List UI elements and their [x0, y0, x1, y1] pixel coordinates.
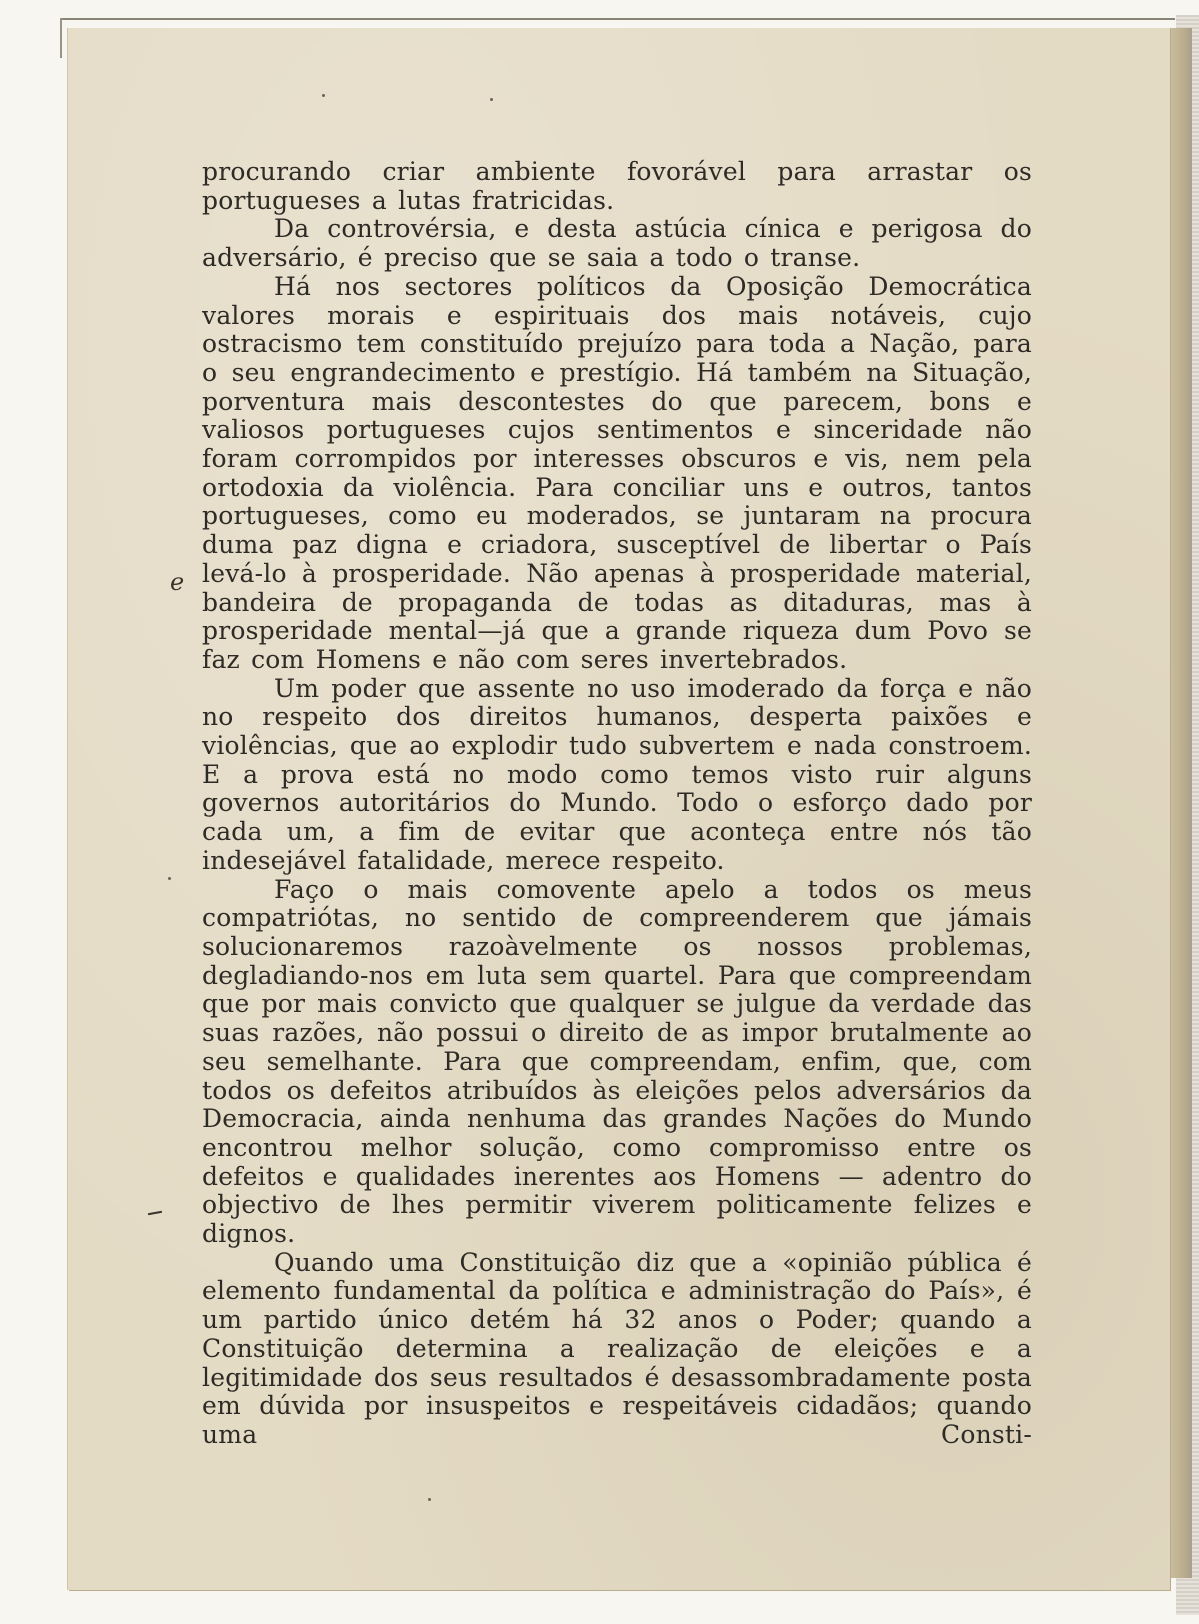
paragraph-6: Quando uma Constituição diz que a «opinião pública é elemento fundamental da política e administração do País», é um partido único detém há 32 anos o Poder; quando a Constituição determina a realização de eleições e a legitimidade dos seus resultados é desassombradamente posta em dúvida por insuspeitos e respeitáveis cidadãos; quando uma Consti- — [202, 1247, 1032, 1449]
handwritten-margin-mark: e — [170, 568, 185, 596]
paragraph-1: procurando criar ambiente fovorável para arrastar os portugueses a lutas fratricidas. — [202, 157, 1032, 215]
paper-speck — [490, 98, 493, 101]
page-corner-line — [60, 18, 62, 58]
paragraph-3: Há nos sectores políticos da Oposição Democrática valores morais e espirituais dos mais notáveis, cujo ostracismo tem constituído prejuízo para toda a Nação, para o seu engrandecimento e prestígio. Há também na Situação, porventura mais descontestes do que parecem, bons e valiosos portugueses cujos sentimentos e sinceridade não foram corrompidos por interesses obscuros e vis, nem pela ortodoxia da violência. Para conciliar uns e outros, tantos portugueses, como eu moderados, se juntaram na procura duma paz digna e criadora, susceptível de libertar o País levá-lo à prosperidade. Não apenas à prosperidade material, bandeira de propaganda de todas as ditaduras, mas à prosperidade mental—já que a grande riqueza dum Povo se faz com Homens e não com seres invertebrados. — [202, 271, 1032, 674]
paper-speck — [322, 94, 325, 97]
paragraph-2: Da controvérsia, e desta astúcia cínica e perigosa do adversário, é preciso que se saia a todo o transe. — [202, 214, 1032, 273]
paper-speck — [428, 1498, 431, 1501]
page-edge-line — [60, 18, 1175, 20]
paper-speck — [168, 877, 171, 880]
paragraph-5: Faço o mais comovente apelo a todos os meus compatriótas, no sentido de compreenderem que jámais solucionaremos razoàvelmente os nossos problemas, degladiando-nos em luta sem quartel. Para que compreendam que por mais convicto que qualquer se julgue da verdade das suas razões, não possui o direito de as impor brutalmente ao seu semelhante. Para que compreendam, enfim, que, com todos os defeitos atribuídos às eleições pelos adversários da Democracia, ainda nenhuma das grandes Nações do Mundo encontrou melhor solução, como compromisso entre os defeitos e qualidades inerentes aos Homens — adentro do objectivo de lhes permitir viverem politicamente felizes e dignos. — [202, 874, 1032, 1249]
body-text — [202, 158, 1032, 1450]
paragraph-4: Um poder que assente no uso imoderado da força e não no respeito dos direitos humanos, desperta paixões e violências, que ao explodir tudo subvertem e nada constroem. E a prova está no modo como temos visto ruir alguns governos autoritários do Mundo. Todo o esforço dado por cada um, a fim de evitar que aconteça entre nós tão indesejável fatalidade, merece respeito. — [202, 673, 1032, 875]
